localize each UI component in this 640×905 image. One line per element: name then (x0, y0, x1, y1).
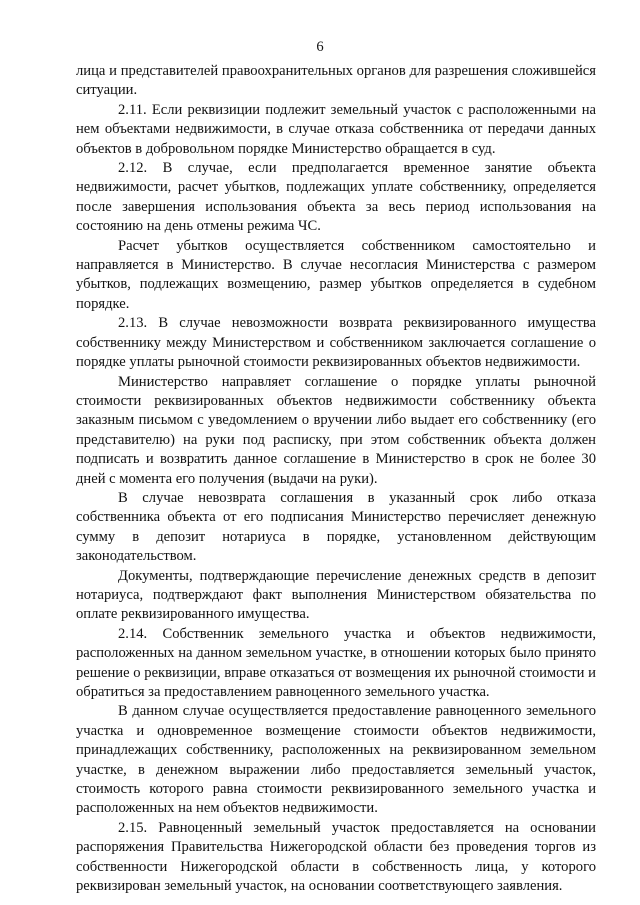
paragraph: 2.13. В случае невозможности возврата реквизированного имущества собственнику между Министерством и собственником заключается соглашение о порядке уплаты рыночной стоимости реквизированных объектов недвижимости. (76, 315, 596, 371)
paragraph: 2.14. Собственник земельного участка и объектов недвижимости, расположенных на данном земельном участке, в отношении которых было принято решение о реквизиции, вправе отказаться от возмещения их рыночной стоимости и обратиться за предоставлением равноценного земельного участка. (76, 625, 596, 700)
paragraph: В случае невозврата соглашения в указанный срок либо отказа собственника объекта от его подписания Министерство перечисляет денежную сумму в депозит нотариуса в порядке, установленном действующим законодательством. (76, 489, 596, 565)
paragraph: 2.12. В случае, если предполагается временное занятие объекта недвижимости, расчет убытков, подлежащих уплате собственнику, определяется после завершения использования объекта за весь период использования на состоянию на день отмены режима ЧС. (76, 160, 596, 235)
paragraph: Министерство направляет соглашение о порядке уплаты рыночной стоимости реквизированных объектов недвижимости собственнику объекта заказным письмом с уведомлением о вручении либо выдает его собственнику (его представителю) на руки под расписку, при этом собственник объекта должен подписать и возвратить данное соглашение в Министерство в срок не более 30 дней с момента его получения (выдачи на руки). (76, 373, 596, 487)
paragraph: 2.11. Если реквизиции подлежит земельный участок с расположенными на нем объектами недвижимости, в случае отказа собственника от передачи данных объектов в добровольном порядке Министерство обращается в суд. (76, 101, 596, 157)
paragraph: 2.15. Равноценный земельный участок предоставляется на основании распоряжения Правительства Нижегородской области без проведения торгов из собственности Нижегородской области в собственность лица, у которого реквизирован земельный участок, на основании соответствующего заявления. (76, 819, 596, 895)
paragraph: В данном случае осуществляется предоставление равноценного земельного участка и одновременное возмещение стоимости объектов недвижимости, принадлежащих собственнику, расположенных на реквизированном земельном участке, в денежном выражении либо предоставляется земельный участок, стоимость которого равна стоимости реквизированного земельного участка и расположенных на нем объектов недвижимости. (76, 703, 596, 817)
paragraph: лица и представителей правоохранительных органов для разрешения сложившейся ситуации. (76, 63, 596, 99)
paragraph: Документы, подтверждающие перечисление денежных средств в депозит нотариуса, подтверждают факт выполнения Министерством обязательства по оплате реквизированного имущества. (76, 567, 596, 623)
document-body (76, 62, 596, 896)
page-number: 6 (316, 39, 324, 55)
paragraph: Расчет убытков осуществляется собственником самостоятельно и направляется в Министерство. В случае несогласия Министерства с размером убытков, подлежащих возмещению, размер убытков определяется в судебном порядке. (76, 237, 596, 312)
